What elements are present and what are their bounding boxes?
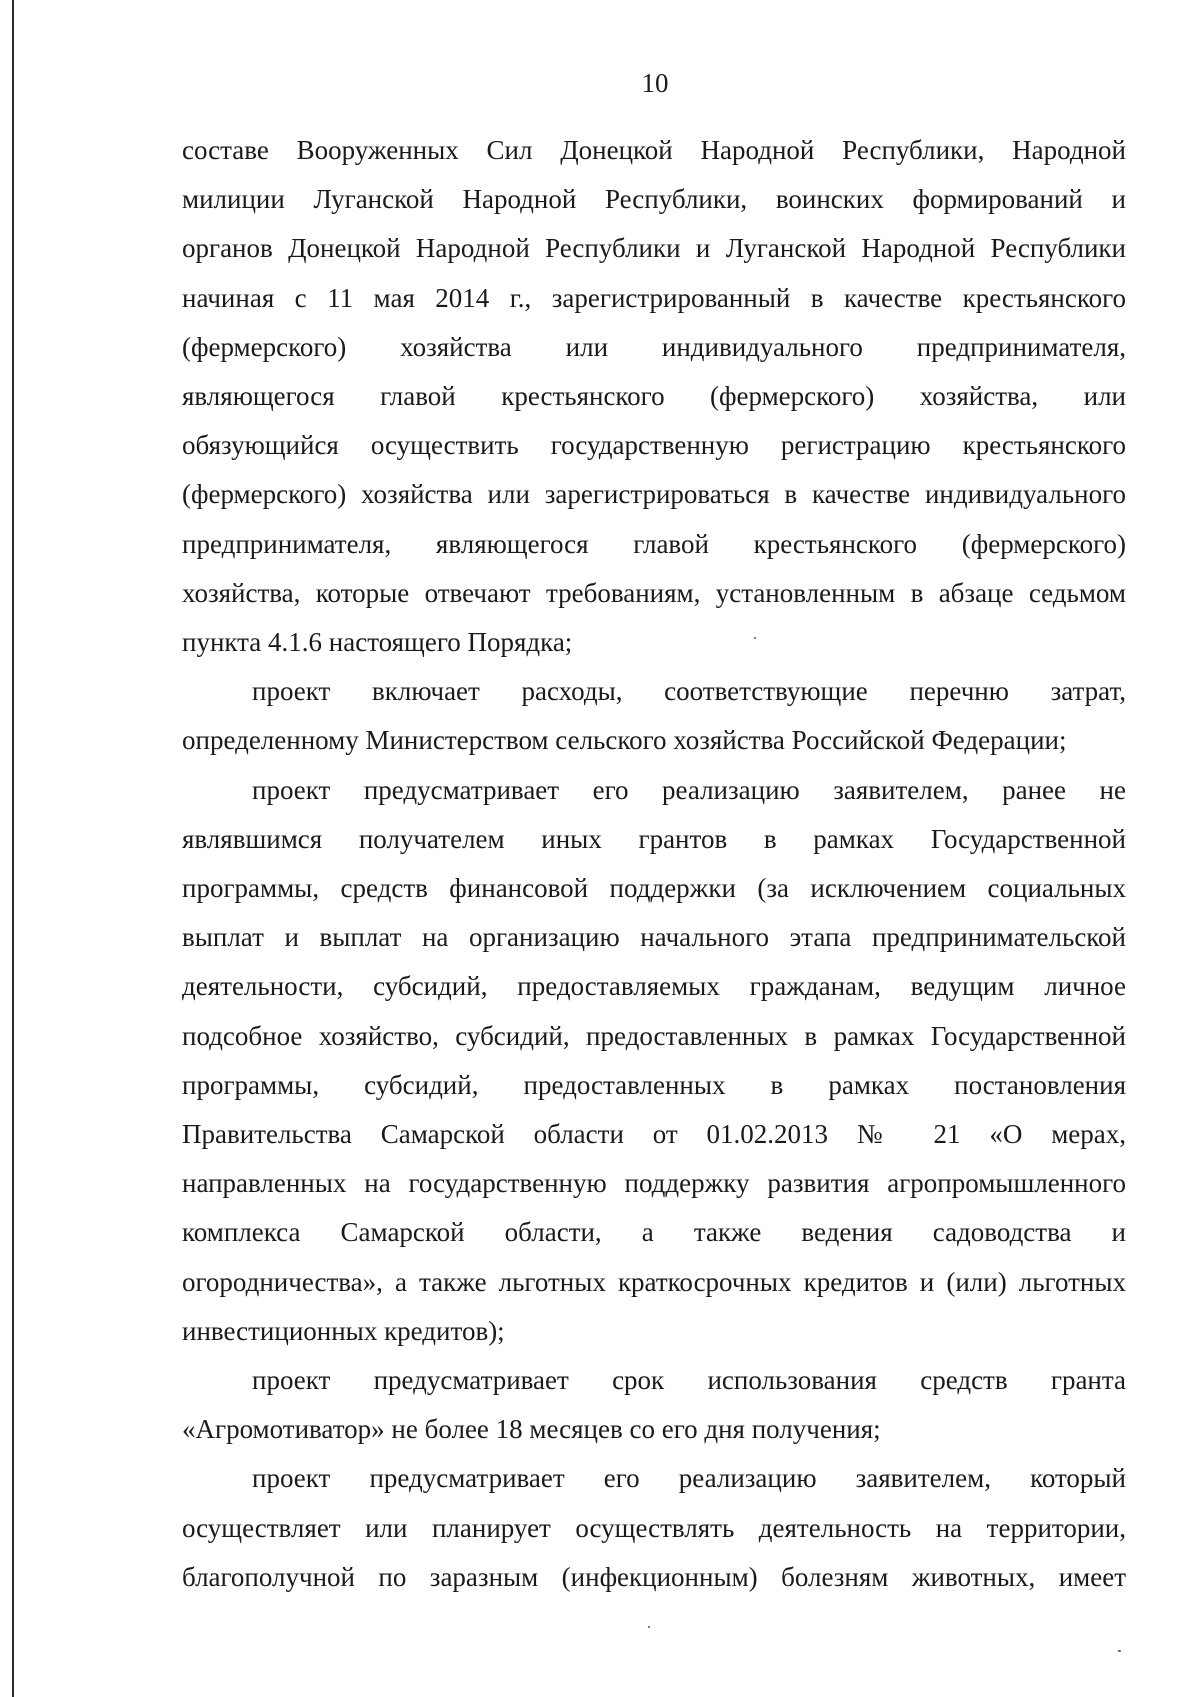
- scan-speck: [1118, 1650, 1121, 1652]
- paragraph-3: [182, 766, 1126, 1356]
- text-line: являвшимся получателем иных грантов в рамках Государственной: [182, 823, 1126, 854]
- text-line: органов Донецкой Народной Республики и Луганской Народной Республики: [182, 233, 1126, 264]
- scan-left-edge: [12, 0, 14, 1697]
- text-line: благополучной по заразным (инфекционным) болезням животных, имеет: [182, 1561, 1126, 1592]
- text-line: огородничества», а также льготных краткосрочных кредитов и (или) льготных: [182, 1266, 1126, 1297]
- text-line: программы, субсидий, предоставленных в рамках постановления: [182, 1069, 1126, 1100]
- page-number: 10: [641, 68, 669, 98]
- text-line: Правительства Самарской области от 01.02.2013 № 21 «О мерах,: [182, 1119, 1126, 1150]
- text-line: инвестиционных кредитов);: [182, 1315, 505, 1346]
- text-line: выплат и выплат на организацию начального этапа предпринимательской: [182, 922, 1126, 953]
- document-body: [182, 126, 1126, 1602]
- scan-speck: [754, 637, 756, 639]
- paragraph-5: [182, 1454, 1126, 1602]
- text-line: пункта 4.1.6 настоящего Порядка;: [182, 627, 573, 658]
- paragraph-4: [182, 1356, 1126, 1454]
- text-line: деятельности, субсидий, предоставляемых гражданам, ведущим личное: [182, 971, 1126, 1002]
- text-line: осуществляет или планирует осуществлять деятельность на территории,: [182, 1512, 1126, 1543]
- text-line: (фермерского) хозяйства или индивидуального предпринимателя,: [182, 331, 1126, 362]
- text-line: программы, средств финансовой поддержки (за исключением социальных: [182, 873, 1126, 904]
- text-line: являющегося главой крестьянского (фермерского) хозяйства, или: [182, 381, 1126, 412]
- text-line: начиная с 11 мая 2014 г., зарегистрированный в качестве крестьянского: [182, 282, 1126, 313]
- text-line: проект предусматривает срок использования средств гранта: [252, 1365, 1126, 1396]
- text-line: хозяйства, которые отвечают требованиям, установленным в абзаце седьмом: [182, 577, 1126, 608]
- text-line: комплекса Самарской области, а также ведения садоводства и: [182, 1217, 1126, 1248]
- text-line: милиции Луганской Народной Республики, воинских формирований и: [182, 184, 1126, 215]
- text-line: проект предусматривает его реализацию заявителем, ранее не: [252, 774, 1126, 805]
- text-line: составе Вооруженных Сил Донецкой Народной Республики, Народной: [182, 135, 1126, 165]
- text-line: предпринимателя, являющегося главой крестьянского (фермерского): [182, 528, 1126, 559]
- scan-speck: [648, 1626, 650, 1628]
- text-line: проект предусматривает его реализацию заявителем, который: [252, 1463, 1126, 1494]
- text-line: обязующийся осуществить государственную регистрацию крестьянского: [182, 430, 1126, 461]
- text-line: подсобное хозяйство, субсидий, предоставленных в рамках Государственной: [182, 1020, 1126, 1051]
- text-line: проект включает расходы, соответствующие перечню затрат,: [252, 676, 1126, 707]
- paragraph-2: [182, 667, 1126, 765]
- text-line: направленных на государственную поддержку развития агропромышленного: [182, 1168, 1126, 1199]
- paragraph-1: [182, 126, 1126, 667]
- text-line: определенному Министерством сельского хозяйства Российской Федерации;: [182, 725, 1067, 756]
- text-line: (фермерского) хозяйства или зарегистрироваться в качестве индивидуального: [182, 479, 1126, 510]
- text-line: «Агромотиватор» не более 18 месяцев со его дня получения;: [182, 1414, 881, 1445]
